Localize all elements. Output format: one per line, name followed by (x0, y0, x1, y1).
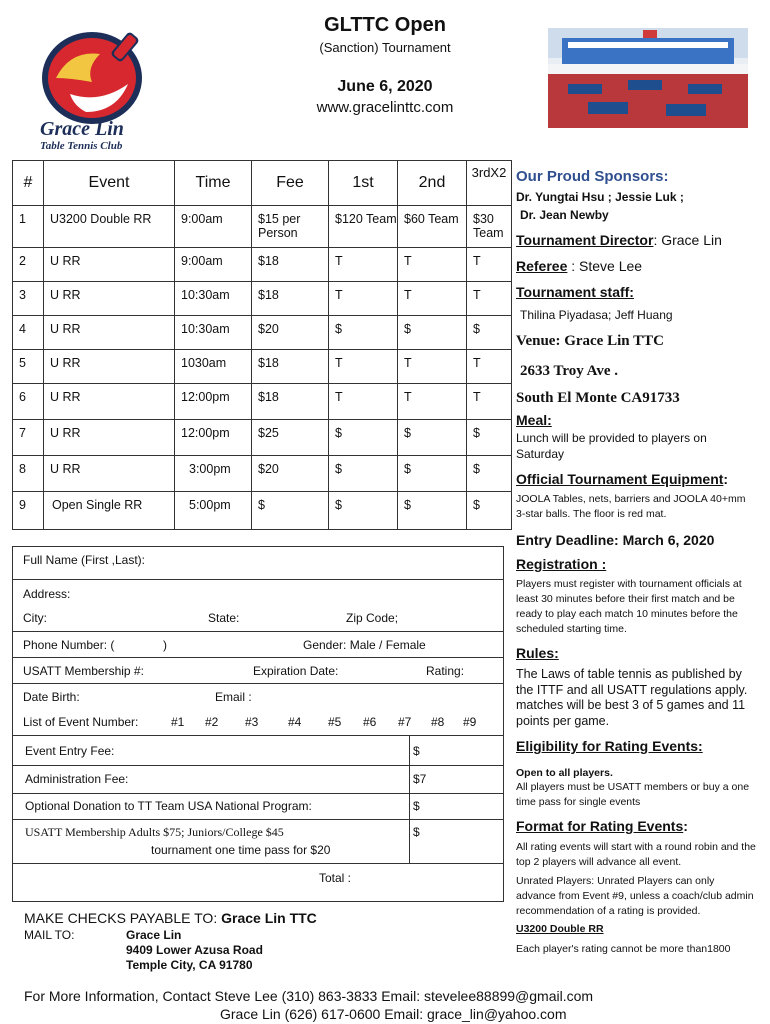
director-label: Tournament Director (516, 232, 654, 248)
row-time: 9:00am (175, 206, 252, 248)
row-fee: $18 (252, 282, 329, 316)
row-event: U RR (44, 420, 175, 456)
expiration-field[interactable]: Expiration Date: (253, 664, 339, 678)
gender-field[interactable]: Gender: Male / Female (303, 638, 426, 652)
row-number: 5 (13, 350, 44, 384)
sponsors-line-2: Dr. Jean Newby (520, 208, 609, 222)
col-header-first: 1st (329, 161, 398, 206)
form-row-phone (13, 631, 503, 658)
row-fee: $25 (252, 420, 329, 456)
event-list-label: List of Event Number: (23, 715, 139, 729)
address-field[interactable]: Address: (23, 587, 71, 601)
form-row-admin-fee (13, 765, 503, 794)
form-row-donation (13, 793, 503, 820)
row-number: 2 (13, 248, 44, 282)
registration-label: Registration : (516, 556, 607, 572)
staff-names: Thilina Piyadasa; Jeff Huang (520, 308, 673, 322)
referee-label: Referee (516, 258, 568, 274)
row-event: U RR (44, 248, 175, 282)
row-first: T (329, 350, 398, 384)
row-event: U RR (44, 384, 175, 420)
row-second: T (398, 384, 467, 420)
row-number: 3 (13, 282, 44, 316)
table-row (13, 420, 512, 456)
row-second: $ (398, 316, 467, 350)
col-header-second: 2nd (398, 161, 467, 206)
row-first: $ (329, 316, 398, 350)
format-text: All rating events will start with a round robin and the top 2 players will advance all event. (516, 841, 756, 868)
form-row-total (13, 863, 503, 901)
row-time: 5:00pm (175, 492, 252, 530)
row-number: 9 (13, 492, 44, 530)
donation-label: Optional Donation to TT Team USA National Program: (25, 799, 312, 813)
venue-street: 2633 Troy Ave . (520, 363, 619, 379)
eligibility-text: All players must be USATT members or buy a one time pass for single events (516, 781, 750, 808)
address-line-2: 9409 Lower Azusa Road (126, 943, 263, 957)
table-row (13, 282, 512, 316)
row-first: $ (329, 456, 398, 492)
row-second: $ (398, 456, 467, 492)
table-row (13, 316, 512, 350)
col-header-number: # (13, 161, 44, 206)
row-third: $ (467, 456, 512, 492)
checks-name: Grace Lin TTC (221, 910, 317, 926)
event-table (12, 160, 512, 530)
row-event: U RR (44, 316, 175, 350)
row-fee: $18 (252, 350, 329, 384)
row-third: $ (467, 316, 512, 350)
u3200-label: U3200 Double RR (516, 923, 604, 935)
membership-fees-label: USATT Membership Adults $75; Juniors/College $45 (25, 825, 284, 839)
row-third: T (467, 384, 512, 420)
row-first: $ (329, 492, 398, 530)
form-row-usatt (13, 657, 503, 684)
row-time: 9:00am (175, 248, 252, 282)
event-checkbox-4[interactable]: #4 (288, 715, 302, 729)
row-second: $ (398, 420, 467, 456)
contact-line-1: For More Information, Contact Steve Lee (310) 863-3833 Email: stevelee88899@gmail.com (24, 988, 594, 1004)
mail-to-label: MAIL TO: (24, 928, 75, 942)
table-row (13, 456, 512, 492)
event-checkbox-8[interactable]: #8 (431, 715, 445, 729)
venue-city: South El Monte CA91733 (516, 390, 680, 406)
staff-label: Tournament staff: (516, 284, 634, 300)
membership-value[interactable]: $ (413, 825, 420, 839)
row-time: 12:00pm (175, 384, 252, 420)
table-row (13, 384, 512, 420)
row-third: $ (467, 420, 512, 456)
entry-fee-label: Event Entry Fee: (25, 744, 115, 758)
col-header-third: 3rdX2 (467, 161, 512, 206)
eligibility-bold: Open to all players. (516, 767, 613, 779)
row-third: T (467, 248, 512, 282)
table-row (13, 350, 512, 384)
equipment-label: Official Tournament Equipment (516, 471, 724, 487)
row-second: T (398, 248, 467, 282)
logo-name: Grace Lin (40, 118, 124, 140)
form-row-name (13, 547, 503, 580)
row-first: T (329, 384, 398, 420)
table-row (13, 206, 512, 248)
row-third: $ (467, 492, 512, 530)
entry-form (12, 546, 504, 902)
format-block (516, 818, 688, 834)
row-first: T (329, 282, 398, 316)
format-label: Format for Rating Events (516, 818, 684, 834)
row-number: 4 (13, 316, 44, 350)
format-colon: : (683, 818, 688, 834)
event-checkbox-9[interactable]: #9 (463, 715, 477, 729)
membership-pass-label: tournament one time pass for $20 (151, 843, 331, 857)
row-time: 10:30am (175, 282, 252, 316)
entry-deadline: Entry Deadline: March 6, 2020 (516, 532, 715, 548)
equipment-block (516, 471, 728, 487)
row-time: 10:30am (175, 316, 252, 350)
row-time: 1030am (175, 350, 252, 384)
event-checkbox-2[interactable]: #2 (205, 715, 219, 729)
row-time: 12:00pm (175, 420, 252, 456)
row-event: U RR (44, 350, 175, 384)
col-header-time: Time (175, 161, 252, 206)
row-event: Open Single RR (44, 492, 175, 530)
col-header-event: Event (44, 161, 175, 206)
row-fee: $15 per Person (252, 206, 329, 248)
event-checkbox-7[interactable]: #7 (398, 715, 412, 729)
row-event: U RR (44, 456, 175, 492)
entry-fee-value[interactable]: $ (413, 744, 420, 758)
logo-tagline: Table Tennis Club (40, 140, 123, 152)
page-subtitle: (Sanction) Tournament (319, 40, 451, 55)
row-second: T (398, 350, 467, 384)
email-field[interactable]: Email : (215, 690, 252, 704)
registration-text: Players must register with tournament officials at least 30 minutes before their first match and be ready to play each match 10 minutes before the scheduled starting time. (516, 578, 742, 635)
event-date: June 6, 2020 (337, 78, 433, 95)
row-first: $ (329, 420, 398, 456)
row-first: T (329, 248, 398, 282)
form-row-address (13, 579, 503, 603)
club-logo (30, 20, 170, 160)
checks-payable (24, 910, 317, 926)
row-fee: $20 (252, 316, 329, 350)
usatt-membership-field[interactable]: USATT Membership #: (23, 664, 144, 678)
form-row-entry-fee (13, 735, 503, 766)
birth-date-field[interactable]: Date Birth: (23, 690, 80, 704)
meal-label: Meal: (516, 412, 552, 428)
venue-name: Venue: Grace Lin TTC (516, 333, 664, 349)
event-checkbox-1[interactable]: #1 (171, 715, 185, 729)
row-second: $60 Team (398, 206, 467, 248)
contact-line-2: Grace Lin (626) 617-0600 Email: grace_lin@yahoo.com (220, 1006, 567, 1022)
city-field[interactable]: City: (23, 611, 47, 625)
referee-block (516, 258, 642, 274)
address-line-1: Grace Lin (126, 928, 182, 942)
row-number: 8 (13, 456, 44, 492)
row-event: U RR (44, 282, 175, 316)
rating-field[interactable]: Rating: (426, 664, 465, 678)
row-fee: $20 (252, 456, 329, 492)
form-row-membership (13, 819, 503, 864)
phone-close: ) (163, 638, 167, 652)
row-third: T (467, 282, 512, 316)
mailing-address (126, 928, 263, 973)
donation-value[interactable]: $ (413, 799, 420, 813)
u3200-text: Each player's rating cannot be more than1800 (516, 943, 731, 955)
table-row (13, 248, 512, 282)
referee-name: : Steve Lee (567, 258, 643, 274)
row-number: 7 (13, 420, 44, 456)
rules-label: Rules: (516, 645, 559, 661)
page-title: GLTTC Open (324, 14, 446, 36)
row-event: U3200 Double RR (44, 206, 175, 248)
form-row-events (13, 709, 503, 736)
admin-fee-value: $7 (413, 772, 427, 786)
equipment-colon: : (723, 471, 729, 487)
rules-text: The Laws of table tennis as published by the ITTF and all USATT regulations apply. matches will be best 3 of 5 games and 11 points per game. (516, 667, 748, 728)
row-third: $30 Team (467, 206, 512, 248)
meal-text: Lunch will be provided to players on Saturday (516, 431, 707, 461)
table-header-row (13, 161, 512, 206)
row-third: T (467, 350, 512, 384)
row-fee: $18 (252, 384, 329, 420)
unrated-text: Unrated Players: Unrated Players can only advance from Event #9, unless a coach/club admin recommendation of a rating is provided. (516, 875, 754, 917)
equipment-text: JOOLA Tables, nets, barriers and JOOLA 40+mm 3-star balls. The floor is red mat. (516, 493, 746, 520)
event-checkbox-5[interactable]: #5 (328, 715, 342, 729)
total-label: Total : (319, 871, 352, 885)
sponsors-title: Our Proud Sponsors: (516, 168, 669, 185)
eligibility-label: Eligibility for Rating Events: (516, 738, 703, 754)
event-checkbox-3[interactable]: #3 (245, 715, 259, 729)
admin-fee-label: Administration Fee: (25, 772, 129, 786)
zip-field[interactable]: Zip Code; (346, 611, 399, 625)
row-time: 3:00pm (175, 456, 252, 492)
row-fee: $ (252, 492, 329, 530)
table-row (13, 492, 512, 530)
row-number: 1 (13, 206, 44, 248)
website-link[interactable]: www.gracelinttc.com (316, 99, 454, 116)
phone-field[interactable]: Phone Number: ( (23, 638, 115, 652)
row-fee: $18 (252, 248, 329, 282)
row-second: $ (398, 492, 467, 530)
full-name-field[interactable]: Full Name (First ,Last): (23, 553, 146, 567)
row-second: T (398, 282, 467, 316)
sponsors-line-1: Dr. Yungtai Hsu ; Jessie Luk ; (516, 190, 684, 204)
director-block (516, 232, 722, 248)
director-name: : Grace Lin (653, 232, 722, 248)
row-first: $120 Team (329, 206, 398, 248)
form-row-birth (13, 683, 503, 709)
row-number: 6 (13, 384, 44, 420)
state-field[interactable]: State: (208, 611, 240, 625)
venue-photo (548, 28, 748, 128)
event-checkbox-6[interactable]: #6 (363, 715, 377, 729)
fee-column-divider (409, 735, 410, 863)
checks-prefix: MAKE CHECKS PAYABLE TO: (24, 910, 222, 926)
address-line-3: Temple City, CA 91780 (126, 958, 253, 972)
form-row-city (13, 603, 503, 632)
col-header-fee: Fee (252, 161, 329, 206)
